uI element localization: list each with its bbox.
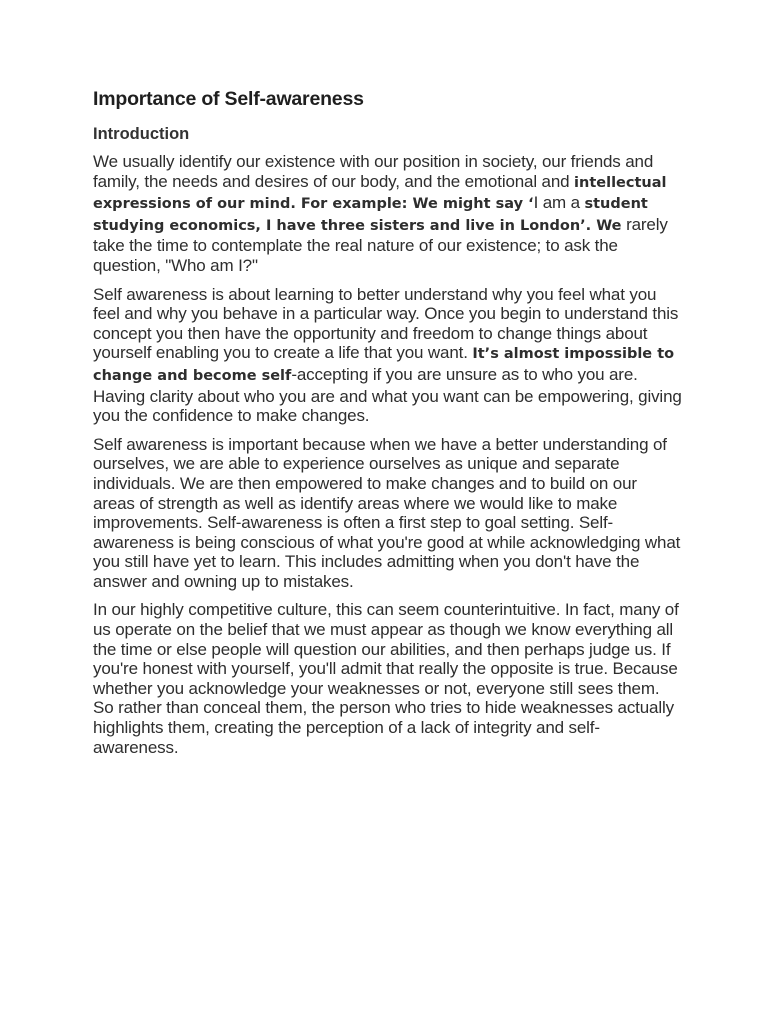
paragraph-2-segment: -accepting if you are unsure as to who you are. Having clarity about who you are and what you want can be empowering, giving you the confidence to make changes. [93, 364, 682, 426]
paragraph-1-segment: I am a [533, 193, 585, 213]
document-title: Importance of Self-awareness [93, 88, 364, 110]
paragraph-1 [93, 152, 683, 276]
paragraph-1-bold-segment: intellectual expressions of our mind. For example: We might say ‘ [93, 174, 667, 213]
section-heading-introduction: Introduction [93, 125, 190, 143]
paragraph-2-bold-segment: It’s almost impossible to change and become self [93, 346, 675, 384]
paragraph-2-segment: Self awareness is about learning to better understand why you feel what you feel and why you behave in a particular way. Once you begin to understand this concept you then have the opportunity and freedom to change things about yourself enabling you to create a life that you want. [93, 284, 679, 363]
paragraph-1-segment: rarely take the time to contemplate the real nature of our existence; to ask the question, "Who am I?" [93, 214, 668, 275]
paragraph-1-bold-segment: student studying economics, I have three sisters and live in London’. We [93, 196, 648, 234]
paragraph-4-segment: In our highly competitive culture, this can seem counterintuitive. In fact, many of us operate on the belief that we must appear as though we know everything all the time or else people will question our abilities, and then perhaps judge us. If you're honest with yourself, you'll admit that really the opposite is true. Because whether you acknowledge your weaknesses or not, everyone still sees them. So rather than conceal them, the person who tries to hide weaknesses actually highlights them, creating the perception of a lack of integrity and self-awareness. [93, 600, 679, 757]
paragraph-2 [93, 285, 683, 426]
paragraph-1-segment: We usually identify our existence with our position in society, our friends and family, the needs and desires of our body, and the emotional and [93, 152, 654, 191]
document-page [93, 88, 683, 766]
paragraph-3-segment: Self awareness is important because when we have a better understanding of ourselves, we are able to experience ourselves as unique and separate individuals. We are then empowered to make changes and to build on our areas of strength as well as identify areas where we would like to make improvements. Self-awareness is often a first step to goal setting. Self-awareness is being conscious of what you're good at while acknowledging what you still have yet to learn. This includes admitting when you don't have the answer and owning up to mistakes. [93, 434, 681, 591]
paragraph-4 [93, 600, 683, 757]
paragraph-3 [93, 435, 683, 592]
